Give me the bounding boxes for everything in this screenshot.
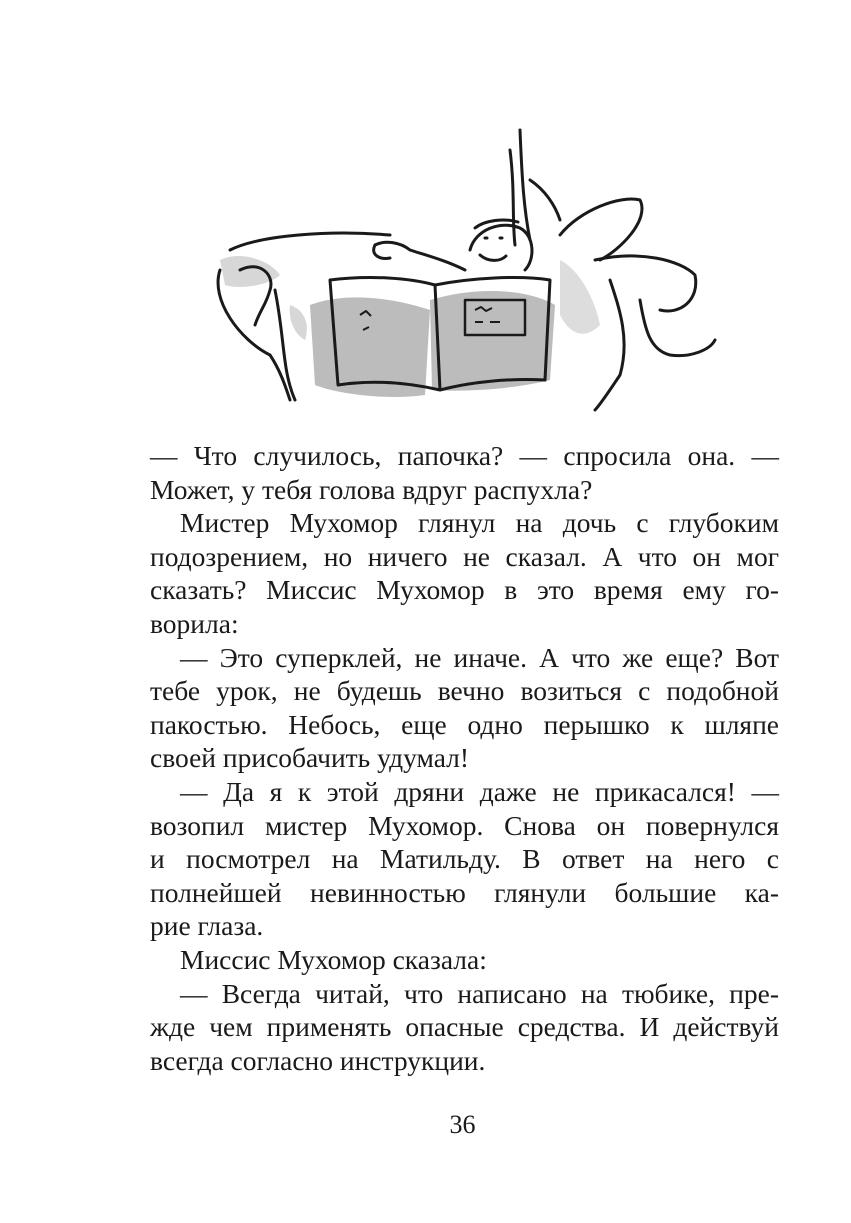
text-line: полнейшей невинностью глянули большие ка-	[150, 876, 779, 908]
man-reading-book-in-armchair-illustration	[200, 110, 720, 420]
text-line: — Да я к этой дряни даже не прикасался! —	[180, 775, 779, 807]
reader-figure	[374, 220, 532, 270]
text-line: жде чем применять опасные средства. И действуй	[150, 1011, 779, 1043]
text-line: и посмотрел на Матильду. В ответ на него с	[150, 843, 779, 875]
text-line: всегда согласно инструкции.	[150, 1044, 486, 1076]
text-line: Мистер Мухомор глянул на дочь с глубоким	[180, 507, 779, 539]
ink-wash	[220, 256, 600, 397]
text-line: сказать? Миссис Мухомор в это время ему го-	[150, 574, 779, 606]
text-line: пакостью. Небось, еще одно перышко к шляпе	[150, 708, 779, 740]
text-line: Миссис Мухомор сказала:	[180, 943, 487, 975]
armchair-reading-illustration	[200, 110, 720, 420]
text-line: тебе урок, не будешь вечно возиться с подобной	[150, 675, 779, 707]
text-line: своей присобачить удумал!	[150, 742, 470, 774]
text-line: ворила:	[150, 607, 239, 639]
text-line: Может, у тебя голова вдруг распухла?	[150, 473, 593, 505]
text-line: — Всегда читай, что написано на тюбике, пре-	[180, 977, 779, 1009]
page-number: 36	[449, 1110, 476, 1139]
text-line: возопил мистер Мухомор. Снова он повернулся	[150, 809, 779, 841]
text-line: рие глаза.	[150, 910, 264, 942]
body-text	[150, 439, 779, 1077]
text-line: — Это суперклей, не иначе. А что же еще? Вот	[180, 641, 779, 673]
text-line: подозрением, но ничего не сказал. А что он мог	[150, 540, 779, 572]
text-line: — Что случилось, папочка? — спросила она. —	[150, 440, 779, 471]
